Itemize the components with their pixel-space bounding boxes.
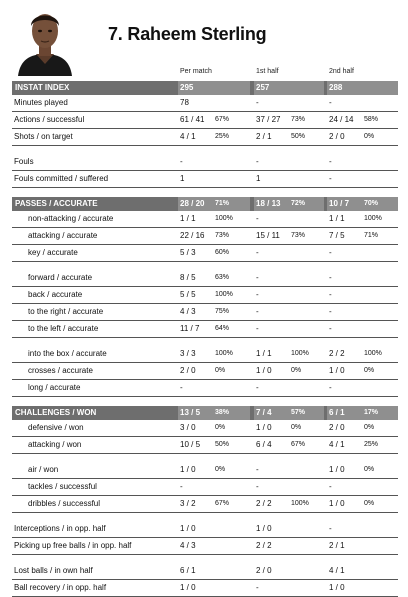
value-cell: 2 / 0 [256,566,272,575]
column-header-1st-half: 1st half [256,68,279,75]
value-cell: - [329,524,332,533]
value-cell: 1 / 0 [256,366,272,375]
stat-row-air-won [12,462,398,479]
percent-cell: 0% [364,367,375,374]
value-cell: 2 / 2 [329,349,345,358]
stat-row-dribbles-successful [12,496,398,513]
stat-row-shots-on-target [12,129,398,146]
row-label: attacking / accurate [28,231,98,240]
percent-cell: 100% [215,215,233,222]
value-cell: 10 / 5 [180,440,201,449]
percent-cell: 73% [215,232,230,239]
stat-row-back-accurate [12,287,398,304]
value-cell: 1 / 0 [329,366,345,375]
section-header-passes-accurate [12,197,398,211]
percent-cell: 64% [215,325,230,332]
value-cell: - [180,383,183,392]
percent-cell: 100% [291,350,309,357]
value-cell: 1 [180,174,185,183]
value-cell: 1 / 0 [180,465,196,474]
value-cell: 257 [256,83,270,92]
value-cell: - [329,157,332,166]
row-label: air / won [28,465,59,474]
value-cell: 4 / 1 [329,440,345,449]
value-cell: 5 / 3 [180,248,196,257]
row-label: crosses / accurate [28,366,93,375]
stat-row-fouls-committed-suffered [12,171,398,188]
row-spacer [12,146,398,154]
value-cell: 295 [180,83,194,92]
value-cell: - [256,157,259,166]
row-label: back / accurate [28,290,83,299]
stat-row-to-the-right-accurate [12,304,398,321]
percent-cell: 0% [364,466,375,473]
percent-cell: 50% [291,133,306,140]
value-cell: 13 / 5 [180,408,201,417]
value-cell: 1 / 0 [329,499,345,508]
value-cell: 18 / 13 [256,199,281,208]
value-cell: 3 / 0 [180,423,196,432]
percent-cell: 73% [291,116,306,123]
percent-cell: 70% [364,200,379,207]
stat-row-interceptions-in-opp-half [12,521,398,538]
percent-cell: 100% [215,291,233,298]
row-label: Fouls committed / suffered [14,174,109,183]
percent-cell: 100% [364,350,382,357]
stat-row-long-accurate [12,380,398,397]
value-cell: 2 / 2 [256,541,272,550]
percent-cell: 0% [364,500,375,507]
value-cell: 1 / 1 [256,349,272,358]
row-spacer [12,397,398,405]
stat-row-lost-balls-in-own-half [12,563,398,580]
row-label: Shots / on target [14,132,73,141]
row-label: attacking / won [28,440,82,449]
value-cell: 8 / 5 [180,273,196,282]
percent-cell: 38% [215,409,230,416]
value-cell: 1 / 0 [256,423,272,432]
value-cell: 24 / 14 [329,115,354,124]
percent-cell: 100% [364,215,382,222]
value-cell: 2 / 1 [329,541,345,550]
value-cell: 1 / 0 [180,583,196,592]
percent-cell: 0% [215,367,226,374]
value-cell: - [256,214,259,223]
value-cell: 3 / 3 [180,349,196,358]
value-cell: - [329,482,332,491]
value-cell: 1 / 1 [329,214,345,223]
percent-cell: 67% [291,441,306,448]
percent-cell: 0% [291,424,302,431]
percent-cell: 60% [215,249,230,256]
percent-cell: 63% [215,274,230,281]
value-cell: 2 / 0 [329,423,345,432]
value-cell: 61 / 41 [180,115,205,124]
value-cell: - [180,157,183,166]
row-label: PASSES / ACCURATE [15,199,98,208]
stat-row-attacking-won [12,437,398,454]
value-cell: - [329,324,332,333]
row-label: Lost balls / in own half [14,566,93,575]
percent-cell: 100% [291,500,309,507]
value-cell: - [256,248,259,257]
stat-row-non-attacking-accurate [12,211,398,228]
value-cell: 1 / 0 [329,583,345,592]
value-cell: 2 / 2 [256,499,272,508]
row-label: to the right / accurate [28,307,104,316]
value-cell: 2 / 0 [180,366,196,375]
player-photo [14,4,76,76]
stat-row-attacking-accurate [12,228,398,245]
value-cell: 4 / 1 [180,132,196,141]
stat-row-tackles-successful [12,479,398,496]
percent-cell: 25% [364,441,379,448]
percent-cell: 72% [291,200,306,207]
row-label: Picking up free balls / in opp. half [14,541,132,550]
value-cell: 10 / 7 [329,199,350,208]
value-cell: 7 / 5 [329,231,345,240]
value-cell: - [180,482,183,491]
value-cell: 78 [180,98,189,107]
row-spacer [12,262,398,270]
value-cell: 1 / 1 [180,214,196,223]
row-spacer [12,188,398,196]
percent-cell: 0% [215,466,226,473]
section-header-instat-index [12,81,398,95]
value-cell: 6 / 1 [180,566,196,575]
percent-cell: 0% [291,367,302,374]
value-cell: 15 / 11 [256,231,280,240]
value-cell: 1 [256,174,261,183]
value-cell: 5 / 5 [180,290,196,299]
value-cell: 22 / 16 [180,231,205,240]
value-cell: - [256,324,259,333]
stat-row-actions-successful [12,112,398,129]
row-label: to the left / accurate [28,324,99,333]
percent-cell: 17% [364,409,379,416]
percent-cell: 67% [215,116,230,123]
value-cell: - [256,482,259,491]
percent-cell: 58% [364,116,379,123]
value-cell: 7 / 4 [256,408,272,417]
stat-row-ball-recovery-in-opp-half [12,580,398,597]
percent-cell: 57% [291,409,306,416]
stat-row-to-the-left-accurate [12,321,398,338]
row-label: INSTAT INDEX [15,83,70,92]
value-cell: - [329,98,332,107]
value-cell: - [329,307,332,316]
row-label: non-attacking / accurate [28,214,114,223]
value-cell: 2 / 0 [329,132,345,141]
row-label: Actions / successful [14,115,85,124]
value-cell: - [256,307,259,316]
row-label: Interceptions / in opp. half [14,524,106,533]
value-cell: 4 / 1 [329,566,345,575]
stat-row-into-the-box-accurate [12,346,398,363]
value-cell: - [256,273,259,282]
percent-cell: 25% [215,133,230,140]
percent-cell: 73% [291,232,306,239]
row-label: Ball recovery / in opp. half [14,583,107,592]
stat-row-key-accurate [12,245,398,262]
row-label: forward / accurate [28,273,93,282]
row-label: defensive / won [28,423,84,432]
value-cell: 6 / 1 [329,408,345,417]
value-cell: 37 / 27 [256,115,281,124]
stat-row-minutes-played [12,95,398,112]
row-label: Fouls [14,157,34,166]
row-spacer [12,555,398,563]
percent-cell: 75% [215,308,230,315]
value-cell: 4 / 3 [180,307,196,316]
row-label: key / accurate [28,248,78,257]
percent-cell: 67% [215,500,230,507]
stat-row-defensive-won [12,420,398,437]
row-label: tackles / successful [28,482,97,491]
percent-cell: 71% [215,200,230,207]
row-spacer [12,454,398,462]
value-cell: - [256,98,259,107]
column-header-2nd-half: 2nd half [329,68,354,75]
row-label: long / accurate [28,383,81,392]
value-cell: 1 / 0 [329,465,345,474]
percent-cell: 50% [215,441,230,448]
row-spacer [12,338,398,346]
value-cell: 28 / 20 [180,199,205,208]
value-cell: 4 / 3 [180,541,196,550]
value-cell: 2 / 1 [256,132,272,141]
stat-row-crosses-accurate [12,363,398,380]
percent-cell: 71% [364,232,379,239]
value-cell: - [256,583,259,592]
value-cell: 288 [329,83,343,92]
percent-cell: 100% [215,350,233,357]
value-cell: - [329,290,332,299]
stat-row-picking-up-free-balls-in-opp-half [12,538,398,555]
row-label: Minutes played [14,98,68,107]
row-label: dribbles / successful [28,499,101,508]
percent-cell: 0% [364,133,375,140]
value-cell: - [256,465,259,474]
value-cell: 6 / 4 [256,440,272,449]
column-header-per-match: Per match [180,68,212,75]
value-cell: - [256,383,259,392]
stat-row-forward-accurate [12,270,398,287]
value-cell: - [256,290,259,299]
value-cell: 1 / 0 [256,524,272,533]
percent-cell: 0% [364,424,375,431]
stat-row-fouls [12,154,398,171]
value-cell: - [329,273,332,282]
row-label: CHALLENGES / WON [15,408,97,417]
percent-cell: 0% [215,424,226,431]
value-cell: - [329,174,332,183]
value-cell: 3 / 2 [180,499,196,508]
stats-table [12,80,398,597]
value-cell: - [329,383,332,392]
row-label: into the box / accurate [28,349,107,358]
value-cell: 1 / 0 [180,524,196,533]
player-title: 7. Raheem Sterling [108,24,267,44]
section-header-challenges-won [12,406,398,420]
value-cell: - [329,248,332,257]
value-cell: 11 / 7 [180,324,200,333]
row-spacer [12,513,398,521]
